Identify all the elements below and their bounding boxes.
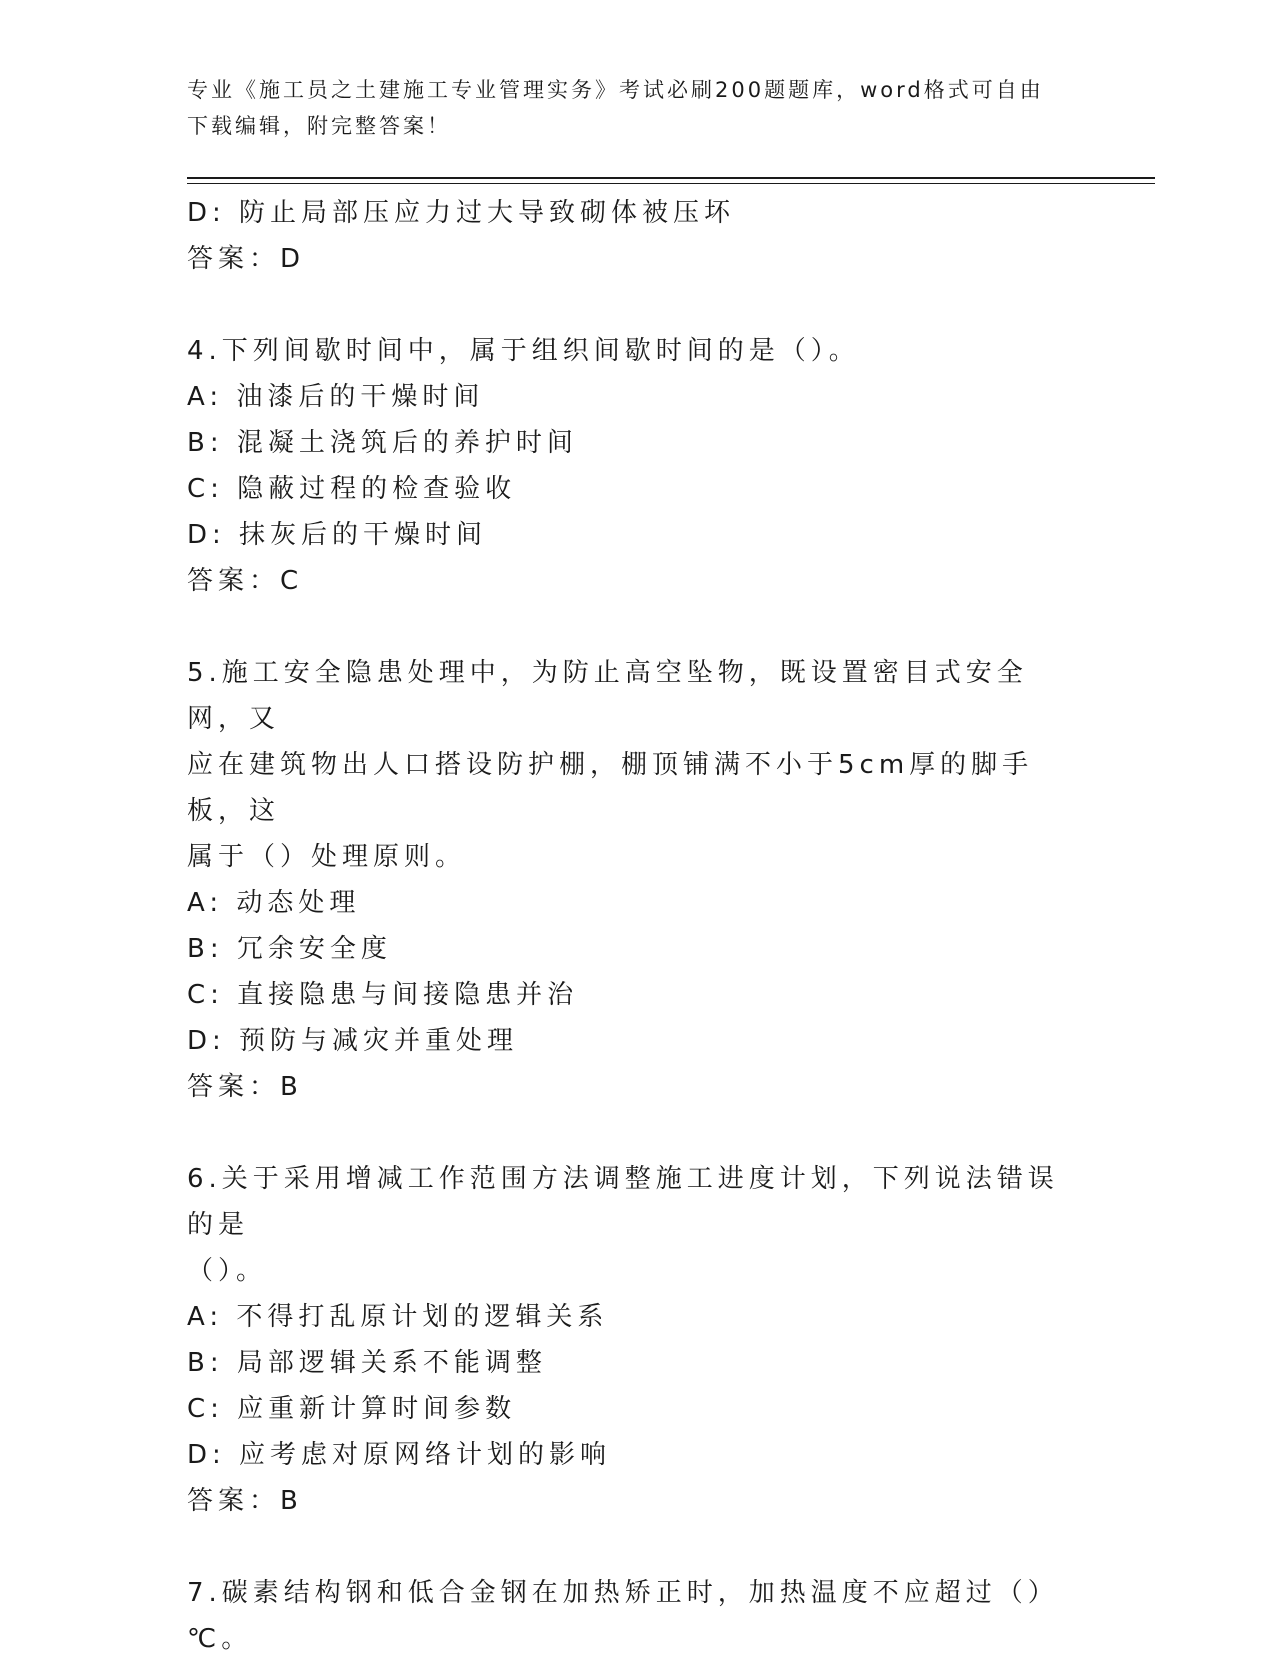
document-body (187, 190, 1067, 1662)
question-5 (187, 650, 1067, 1110)
answer-line: 答案：B (187, 1486, 303, 1516)
question-6 (187, 1156, 1067, 1524)
answer-line: 答案：D (187, 244, 306, 274)
spacer (187, 604, 1067, 650)
header-divider-thin (187, 183, 1155, 184)
option-a: A: 油漆后的干燥时间 (187, 382, 485, 412)
spacer (187, 1524, 1067, 1570)
option-c: C: 应重新计算时间参数 (187, 1394, 517, 1424)
option-d: D: 抹灰后的干燥时间 (187, 520, 488, 550)
option-b: B: 冗余安全度 (187, 934, 392, 964)
question-stem-line-2: 应在建筑物出人口搭设防护棚，棚顶铺满不小于5cm厚的脚手板，这 (187, 750, 1034, 826)
question-stem: 7.碳素结构钢和低合金钢在加热矫正时，加热温度不应超过（）℃。 (187, 1578, 1059, 1654)
option-a: A: 动态处理 (187, 888, 361, 918)
option-b: B: 局部逻辑关系不能调整 (187, 1348, 547, 1378)
spacer (187, 1110, 1067, 1156)
option-b: B: 混凝土浇筑后的养护时间 (187, 428, 578, 458)
question-stem-line-1: 6.关于采用增减工作范围方法调整施工进度计划，下列说法错误的是 (187, 1164, 1059, 1240)
header-title-line-1: 专业《施工员之土建施工专业管理实务》考试必刷200题题库，word格式可自由 (187, 78, 1044, 102)
option-d: D: 预防与减灾并重处理 (187, 1026, 519, 1056)
question-stem-line-3: 属于（）处理原则。 (187, 842, 467, 872)
option-d: D: 防止局部压应力过大导致砌体被压坏 (187, 198, 736, 228)
question-stem-line-2: （）。 (187, 1256, 268, 1286)
question-stem: 4.下列间歇时间中，属于组织间歇时间的是（）。 (187, 336, 860, 366)
option-c: C: 直接隐患与间接隐患并治 (187, 980, 579, 1010)
document-header (187, 72, 1067, 144)
option-a: A: 不得打乱原计划的逻辑关系 (187, 1302, 609, 1332)
question-4 (187, 328, 1067, 604)
option-c: C: 隐蔽过程的检查验收 (187, 474, 517, 504)
answer-line: 答案：C (187, 566, 304, 596)
prev-question-block (187, 190, 1067, 282)
header-title-line-2: 下载编辑，附完整答案！ (187, 114, 451, 138)
question-stem-line-1: 5.施工安全隐患处理中，为防止高空坠物，既设置密目式安全网，又 (187, 658, 1028, 734)
answer-line: 答案：B (187, 1072, 303, 1102)
question-7 (187, 1570, 1067, 1662)
header-divider-thick (187, 177, 1155, 179)
option-d: D: 应考虑对原网络计划的影响 (187, 1440, 612, 1470)
spacer (187, 282, 1067, 328)
